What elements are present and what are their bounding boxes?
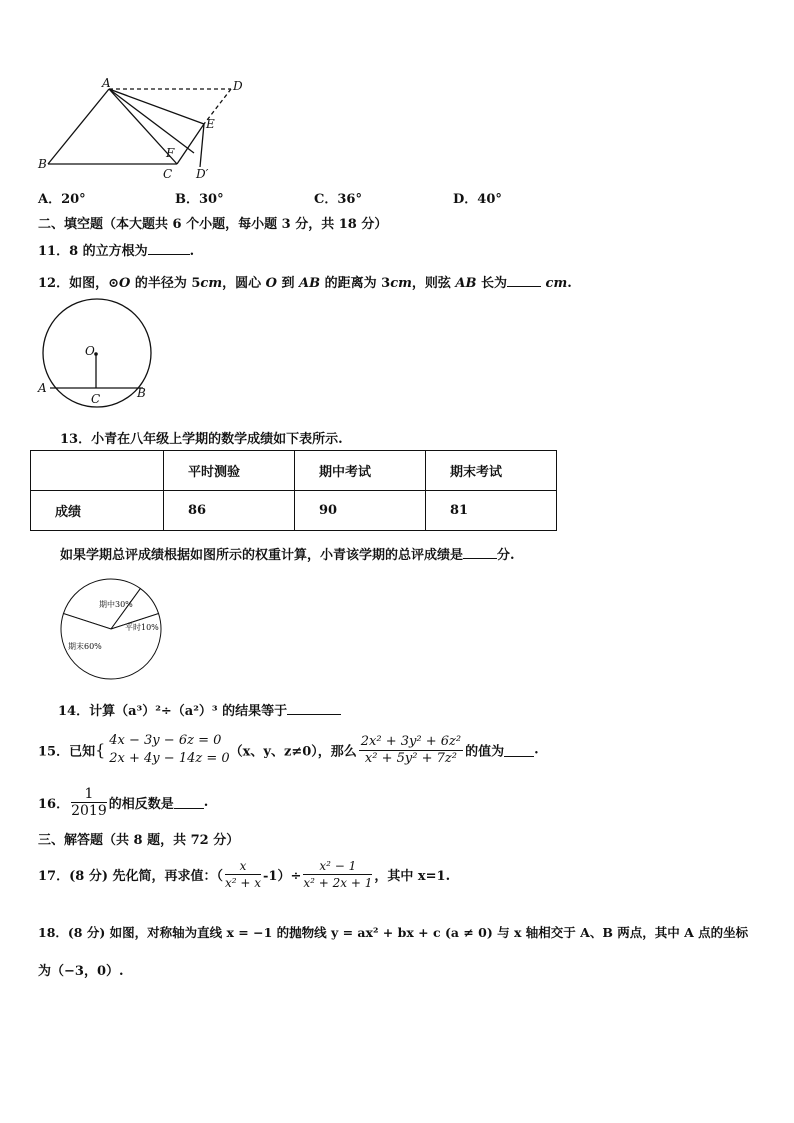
q15-numerator: 2x² + 3y² + 6z² (360, 733, 462, 749)
table-row (31, 491, 557, 531)
q12-answer-blank (507, 274, 541, 287)
q12-mid2: ，圆心 (222, 276, 266, 291)
q12-end: . (567, 276, 572, 291)
q15-post: 的值为 (465, 744, 505, 760)
q12-pre: 12．如图，⊙ (38, 276, 119, 291)
pie-label-midterm: 期中30% (99, 600, 133, 609)
q12-ab2: AB (455, 276, 477, 291)
q17-post: ，其中 x=1. (374, 869, 451, 884)
q10-option-c: C．36° (314, 192, 362, 207)
table-cell: 90 (295, 491, 426, 531)
label-E: E (206, 117, 215, 131)
q17-pre: 17．(8 分) 先化简，再求值：（ (38, 869, 223, 884)
seg-ED (200, 124, 204, 167)
q13-intro: 13．小青在八年级上学期的数学成绩如下表所示. (60, 432, 343, 447)
seg-AF (109, 89, 194, 153)
q12-o1: O (118, 276, 131, 291)
q17 (38, 858, 450, 891)
q11-answer-blank (148, 242, 190, 255)
label-C: C (163, 167, 173, 181)
q10-option-b: B．30° (175, 192, 224, 207)
q17-denominator-1: x² + x (225, 876, 262, 890)
q16-denominator: 2019 (71, 803, 107, 819)
q12 (38, 272, 572, 291)
q15-denominator: x² + 5y² + 7z² (364, 750, 457, 766)
q13-text2 (60, 544, 515, 563)
q12-circle-figure (30, 295, 160, 415)
q15-pre: 15．已知 (38, 744, 96, 760)
q13-pie-chart (55, 573, 167, 685)
q14-text: 14．计算（a³）²÷（a²）³ 的结果等于 (58, 704, 288, 719)
q13-text2-body: 如果学期总评成绩根据如图所示的权重计算，小青该学期的总评成绩是 (60, 548, 464, 563)
q10-option-a: A．20° (38, 192, 86, 207)
label-c: C (91, 392, 101, 406)
label-o: O (85, 344, 95, 358)
q15-answer-blank (504, 744, 534, 757)
pie-label-final: 期末60% (68, 642, 102, 651)
q12-mid1: 的半径为 5 (130, 276, 201, 291)
section3-heading: 三、解答题（共 8 题，共 72 分） (38, 833, 240, 848)
q17-minus: -1）÷ (263, 869, 302, 884)
q18-line2: 为（−3，0）. (38, 964, 124, 979)
label-F: F (166, 146, 175, 160)
q12-mid4: 的距离为 3 (320, 276, 391, 291)
q16-post: 的相反数是 (108, 797, 174, 812)
q12-unit: cm (545, 276, 568, 291)
q17-numerator-2: x² − 1 (303, 858, 372, 875)
label-D-prime: D′ (196, 167, 209, 181)
label-B: B (38, 157, 47, 171)
section2-heading: 二、填空题（本大题共 6 个小题，每小题 3 分，共 18 分） (38, 217, 388, 232)
q16-pre: 16． (38, 797, 70, 812)
label-b: B (137, 386, 146, 400)
q15-condition: （x、y、z≠0），那么 (229, 744, 357, 760)
table-header-cell (31, 451, 164, 491)
table-header-cell: 期末考试 (426, 451, 557, 491)
q15-equation-1: 4x − 3y − 6z = 0 (109, 733, 222, 748)
q15-fraction (359, 734, 463, 767)
q13-answer-blank (463, 546, 497, 559)
table-cell: 81 (426, 491, 557, 531)
q11-end: . (189, 244, 195, 259)
q17-denominator-2: x² + 2x + 1 (303, 876, 373, 890)
q14-answer-blank (287, 702, 341, 715)
q10-option-d: D．40° (453, 192, 502, 207)
pie-label-regular: 平时10% (125, 623, 159, 632)
q16 (38, 786, 208, 819)
q10-geometry-figure (30, 75, 260, 185)
q16-end: . (203, 795, 209, 810)
q11 (38, 240, 194, 259)
q12-o2: O (265, 276, 277, 291)
table-header-cell: 平时测验 (164, 451, 295, 491)
q17-fraction-2 (303, 858, 372, 891)
q16-fraction (71, 786, 107, 819)
q12-mid3: 到 (276, 276, 300, 291)
seg-AE (109, 89, 204, 124)
q15-end: . (534, 742, 539, 758)
q16-answer-blank (174, 796, 204, 809)
label-a: A (38, 381, 47, 395)
q12-mid6: 长为 (476, 276, 508, 291)
q15: 15．已知{ 4x − 3y − 6z = 0 2x + 4y − 14z = 0 （x、y、z≠0），那么 $\frac{\text{2x² + 3y² + 6z²}}{\text{x² + 5y² + 7z²}}$ 的值为 . (38, 733, 539, 766)
table-cell: 成绩 (31, 491, 164, 531)
q15-equation-2: 2x + 4y − 14z = 0 (109, 751, 230, 766)
table-cell: 86 (164, 491, 295, 531)
label-A: A (102, 76, 111, 90)
table-header-cell: 期中考试 (295, 451, 426, 491)
label-D: D (233, 79, 243, 93)
q12-ab1: AB (299, 276, 321, 291)
q17-numerator-1: x (225, 858, 261, 875)
q12-cm2: cm (390, 276, 412, 291)
q12-mid5: ，则弦 (411, 276, 456, 291)
q13-score-table (30, 450, 557, 531)
q17-fraction-1 (225, 858, 261, 891)
table-header-row (31, 451, 557, 491)
q13-unit: 分. (497, 548, 515, 563)
q16-numerator: 1 (71, 786, 107, 803)
q14 (58, 700, 341, 719)
seg-BA (48, 89, 109, 164)
q18-line1: 18．(8 分) 如图，对称轴为直线 x = −1 的抛物线 y = ax² + bx + c (a ≠ 0) 与 x 轴相交于 A、B 两点，其中 A 点的坐标 (38, 925, 749, 940)
q12-cm1: cm (200, 276, 223, 291)
q11-text: 11．8 的立方根为 (38, 244, 148, 259)
